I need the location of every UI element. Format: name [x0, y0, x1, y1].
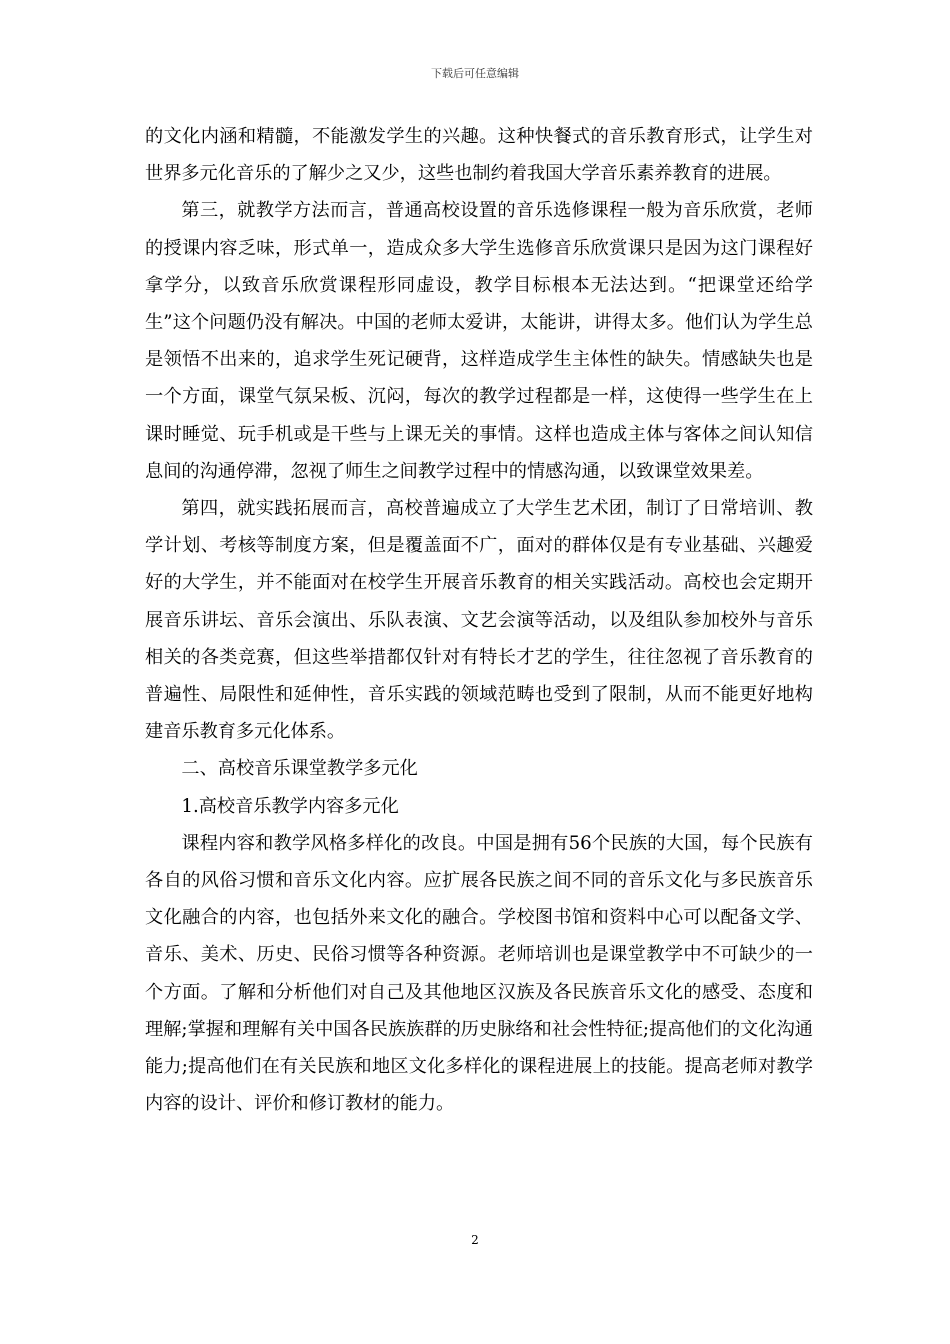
paragraph-continuation: 的文化内涵和精髓，不能激发学生的兴趣。这种快餐式的音乐教育形式，让学生对世界多元化音乐的了解少之又少，这些也制约着我国大学音乐素养教育的进展。: [145, 126, 813, 185]
subsection-heading: 1.高校音乐教学内容多元化: [181, 795, 399, 817]
paragraph-curriculum-content: 课程内容和教学风格多样化的改良。中国是拥有56个民族的大国，每个民族有各自的风俗习惯和音乐文化内容。应扩展各民族之间不同的音乐文化与多民族音乐文化融合的内容，也包括外来文化的融合。学校图书馆和资料中心可以配备文学、音乐、美术、历史、民俗习惯等各种资源。老师培训也是课堂教学中不可缺少的一个方面。了解和分析他们对自己及其他地区汉族及各民族音乐文化的感受、态度和理解;掌握和理解有关中国各民族族群的历史脉络和社会性特征;提高他们的文化沟通能力;提高他们在有关民族和地区文化多样化的课程进展上的技能。提高老师对教学内容的设计、评价和修订教材的能力。: [145, 832, 813, 1115]
page-number: 2: [471, 1233, 479, 1247]
paragraph-teaching-methods: 第三，就教学方法而言，普通高校设置的音乐选修课程一般为音乐欣赏，老师的授课内容乏味，形式单一，造成众多大学生选修音乐欣赏课只是因为这门课程好拿学分，以致音乐欣赏课程形同虚设，教学目标根本无法达到。“把课堂还给学生”这个问题仍没有解决。中国的老师太爱讲，太能讲，讲得太多。他们认为学生总是领悟不出来的，追求学生死记硬背，这样造成学生主体性的缺失。情感缺失也是一个方面，课堂气氛呆板、沉闷，每次的教学过程都是一样，这使得一些学生在上课时睡觉、玩手机或是干些与上课无关的事情。这样也造成主体与客体之间认知信息间的沟通停滞，忽视了师生之间教学过程中的情感沟通，以致课堂效果差。: [145, 200, 813, 482]
page-header: 下载后可任意编辑: [431, 67, 519, 80]
document-body: [145, 118, 813, 1122]
section-heading: 二、高校音乐课堂教学多元化: [181, 758, 418, 780]
paragraph-practice-expansion: 第四，就实践拓展而言，高校普遍成立了大学生艺术团，制订了日常培训、教学计划、考核等制度方案，但是覆盖面不广，面对的群体仅是有专业基础、兴趣爱好的大学生，并不能面对在校学生开展音乐教育的相关实践活动。高校也会定期开展音乐讲坛、音乐会演出、乐队表演、文艺会演等活动，以及组队参加校外与音乐相关的各类竞赛，但这些举措都仅针对有特长才艺的学生，往往忽视了音乐教育的普遍性、局限性和延伸性，音乐实践的领域范畴也受到了限制，从而不能更好地构建音乐教育多元化体系。: [145, 498, 813, 743]
